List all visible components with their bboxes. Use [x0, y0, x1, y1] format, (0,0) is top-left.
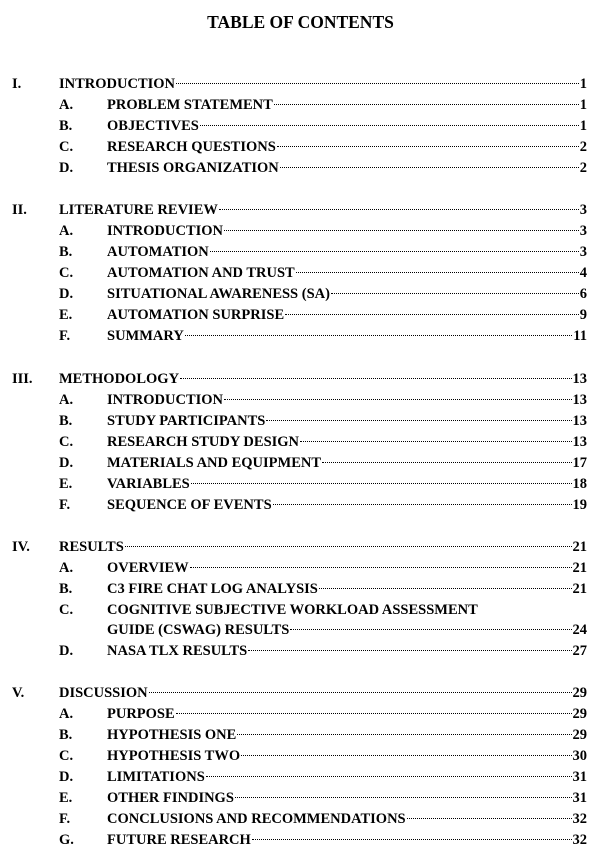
page-number: 31 — [572, 790, 587, 806]
section-letter: B. — [59, 413, 73, 429]
chapter-number: I. — [12, 76, 22, 92]
toc-section[interactable] — [0, 641, 601, 661]
chapter-title: DISCUSSION — [59, 685, 148, 701]
section-letter: A. — [59, 560, 74, 576]
section-letter: C. — [59, 139, 74, 155]
toc-section[interactable] — [0, 725, 601, 745]
section-title: MATERIALS AND EQUIPMENT — [107, 455, 322, 471]
dot-leader — [300, 441, 571, 442]
chapter-title: METHODOLOGY — [59, 371, 180, 387]
dot-leader — [200, 125, 579, 126]
page-number: 21 — [572, 581, 587, 597]
section-title: OBJECTIVES — [107, 118, 199, 134]
dot-leader — [331, 293, 579, 294]
toc-section[interactable] — [0, 432, 601, 452]
section-title: OVERVIEW — [107, 560, 189, 576]
section-title: NASA TLX RESULTS — [107, 643, 248, 659]
dot-leader — [274, 104, 579, 105]
section-title: INTRODUCTION — [107, 392, 224, 408]
toc-section[interactable] — [0, 326, 601, 346]
chapter-number: IV. — [12, 539, 30, 555]
dot-leader — [248, 650, 571, 651]
page-number: 13 — [572, 434, 587, 450]
page-title: TABLE OF CONTENTS — [207, 12, 394, 32]
toc-chapter-1[interactable] — [0, 74, 601, 94]
page-number: 2 — [579, 139, 587, 155]
dot-leader — [176, 83, 579, 84]
dot-leader — [219, 209, 579, 210]
section-letter: F. — [59, 328, 71, 344]
dot-leader — [296, 272, 579, 273]
section-title: CONCLUSIONS AND RECOMMENDATIONS — [107, 811, 406, 827]
dot-leader — [210, 251, 579, 252]
section-title: SITUATIONAL AWARENESS (SA) — [107, 286, 330, 302]
page-number: 29 — [572, 727, 587, 743]
section-letter: D. — [59, 286, 74, 302]
page-number: 30 — [572, 748, 587, 764]
section-title: PROBLEM STATEMENT — [107, 97, 273, 113]
toc-section[interactable] — [0, 221, 601, 241]
toc-section[interactable] — [0, 284, 601, 304]
dot-leader — [185, 335, 572, 336]
section-letter: E. — [59, 790, 73, 806]
page-number: 13 — [572, 392, 587, 408]
page-number: 32 — [572, 832, 587, 848]
page-number: 6 — [579, 286, 587, 302]
toc-section[interactable] — [0, 411, 601, 431]
toc-section[interactable] — [0, 242, 601, 262]
toc-section[interactable] — [0, 263, 601, 283]
chapter-number: III. — [12, 371, 33, 387]
dot-leader — [191, 483, 572, 484]
toc-section[interactable] — [0, 558, 601, 578]
section-letter: B. — [59, 118, 73, 134]
chapter-title: INTRODUCTION — [59, 76, 176, 92]
chapter-title: LITERATURE REVIEW — [59, 202, 218, 218]
page-number: 32 — [572, 811, 587, 827]
toc-chapter-2[interactable] — [0, 200, 601, 220]
chapter-title: RESULTS — [59, 539, 124, 555]
toc-section[interactable] — [0, 809, 601, 829]
dot-leader — [252, 839, 572, 840]
section-letter: B. — [59, 244, 73, 260]
section-title: RESEARCH QUESTIONS — [107, 139, 276, 155]
section-title: THESIS ORGANIZATION — [107, 160, 279, 176]
dot-leader — [180, 378, 571, 379]
page-number: 11 — [573, 328, 587, 344]
page-number: 19 — [572, 497, 587, 513]
dot-leader — [224, 399, 571, 400]
dot-leader — [235, 797, 572, 798]
page-number: 1 — [579, 97, 587, 113]
section-title: HYPOTHESIS TWO — [107, 748, 241, 764]
dot-leader — [319, 588, 572, 589]
dot-leader — [241, 755, 571, 756]
section-title: FUTURE RESEARCH — [107, 832, 251, 848]
dot-leader — [237, 734, 571, 735]
dot-leader — [273, 504, 572, 505]
dot-leader — [407, 818, 572, 819]
section-title: RESEARCH STUDY DESIGN — [107, 434, 300, 450]
page-number: 9 — [579, 307, 587, 323]
toc-section[interactable] — [0, 830, 601, 850]
dot-leader — [322, 462, 571, 463]
section-letter: C. — [59, 602, 74, 618]
toc-chapter-3[interactable] — [0, 369, 601, 389]
page-number: 29 — [572, 706, 587, 722]
section-letter: D. — [59, 455, 74, 471]
chapter-number: II. — [12, 202, 27, 218]
section-title: AUTOMATION AND TRUST — [107, 265, 295, 281]
page-number: 3 — [579, 244, 587, 260]
toc-section[interactable] — [0, 305, 601, 325]
page-number: 21 — [572, 560, 587, 576]
toc-section[interactable] — [0, 495, 601, 515]
section-letter: A. — [59, 392, 74, 408]
page-number: 13 — [572, 413, 587, 429]
page-number: 24 — [572, 622, 587, 638]
page-number: 31 — [572, 769, 587, 785]
toc-section[interactable] — [0, 390, 601, 410]
dot-leader — [290, 629, 571, 630]
section-letter: F. — [59, 811, 71, 827]
dot-leader — [190, 567, 572, 568]
dot-leader — [224, 230, 579, 231]
toc-chapter-5[interactable] — [0, 683, 601, 703]
section-letter: D. — [59, 160, 74, 176]
section-title: SUMMARY — [107, 328, 184, 344]
section-title: LIMITATIONS — [107, 769, 205, 785]
dot-leader — [176, 713, 572, 714]
toc-section[interactable] — [0, 474, 601, 494]
toc-section[interactable] — [0, 788, 601, 808]
toc-section[interactable] — [0, 746, 601, 766]
toc-section[interactable] — [0, 453, 601, 473]
section-title: HYPOTHESIS ONE — [107, 727, 237, 743]
section-title: AUTOMATION SURPRISE — [107, 307, 285, 323]
section-title: OTHER FINDINGS — [107, 790, 234, 806]
section-title: AUTOMATION — [107, 244, 209, 260]
toc-section[interactable] — [0, 116, 601, 136]
dot-leader — [149, 692, 572, 693]
page-number: 18 — [572, 476, 587, 492]
page-number: 29 — [572, 685, 587, 701]
dot-leader — [266, 420, 571, 421]
page-number: 1 — [579, 76, 587, 92]
section-title: C3 FIRE CHAT LOG ANALYSIS — [107, 581, 318, 597]
chapter-number: V. — [12, 685, 25, 701]
section-letter: B. — [59, 581, 73, 597]
section-title-line-2: GUIDE (CSWAG) RESULTS — [107, 622, 290, 638]
section-letter: C. — [59, 748, 74, 764]
page-number: 1 — [579, 118, 587, 134]
section-letter: C. — [59, 434, 74, 450]
toc-chapter-4[interactable] — [0, 537, 601, 557]
section-letter: C. — [59, 265, 74, 281]
toc-section-wrapped-first-line[interactable] — [0, 600, 601, 620]
toc-section[interactable] — [0, 158, 601, 178]
toc-section[interactable] — [0, 579, 601, 599]
dot-leader — [206, 776, 572, 777]
section-letter: E. — [59, 476, 73, 492]
dot-leader — [285, 314, 579, 315]
section-letter: E. — [59, 307, 73, 323]
page-number: 27 — [572, 643, 587, 659]
section-title: STUDY PARTICIPANTS — [107, 413, 266, 429]
toc-section[interactable] — [0, 704, 601, 724]
section-letter: A. — [59, 223, 74, 239]
page-number: 4 — [579, 265, 587, 281]
page-number: 3 — [579, 202, 587, 218]
section-title: VARIABLES — [107, 476, 190, 492]
toc-section[interactable] — [0, 767, 601, 787]
page-number: 13 — [572, 371, 587, 387]
section-title: SEQUENCE OF EVENTS — [107, 497, 272, 513]
page-number: 17 — [572, 455, 587, 471]
section-letter: F. — [59, 497, 71, 513]
page-number: 21 — [572, 539, 587, 555]
page-number: 3 — [579, 223, 587, 239]
section-title: PURPOSE — [107, 706, 175, 722]
toc-section-wrapped-second-line[interactable] — [0, 620, 601, 640]
section-letter: D. — [59, 643, 74, 659]
dot-leader — [280, 167, 579, 168]
section-title: INTRODUCTION — [107, 223, 224, 239]
toc-section[interactable] — [0, 95, 601, 115]
page-number: 2 — [579, 160, 587, 176]
section-letter: A. — [59, 706, 74, 722]
toc-section[interactable] — [0, 137, 601, 157]
dot-leader — [125, 546, 572, 547]
section-letter: B. — [59, 727, 73, 743]
section-letter: A. — [59, 97, 74, 113]
dot-leader — [277, 146, 579, 147]
section-letter: D. — [59, 769, 74, 785]
section-letter: G. — [59, 832, 74, 848]
section-title-line-1: COGNITIVE SUBJECTIVE WORKLOAD ASSESSMENT — [107, 602, 478, 618]
